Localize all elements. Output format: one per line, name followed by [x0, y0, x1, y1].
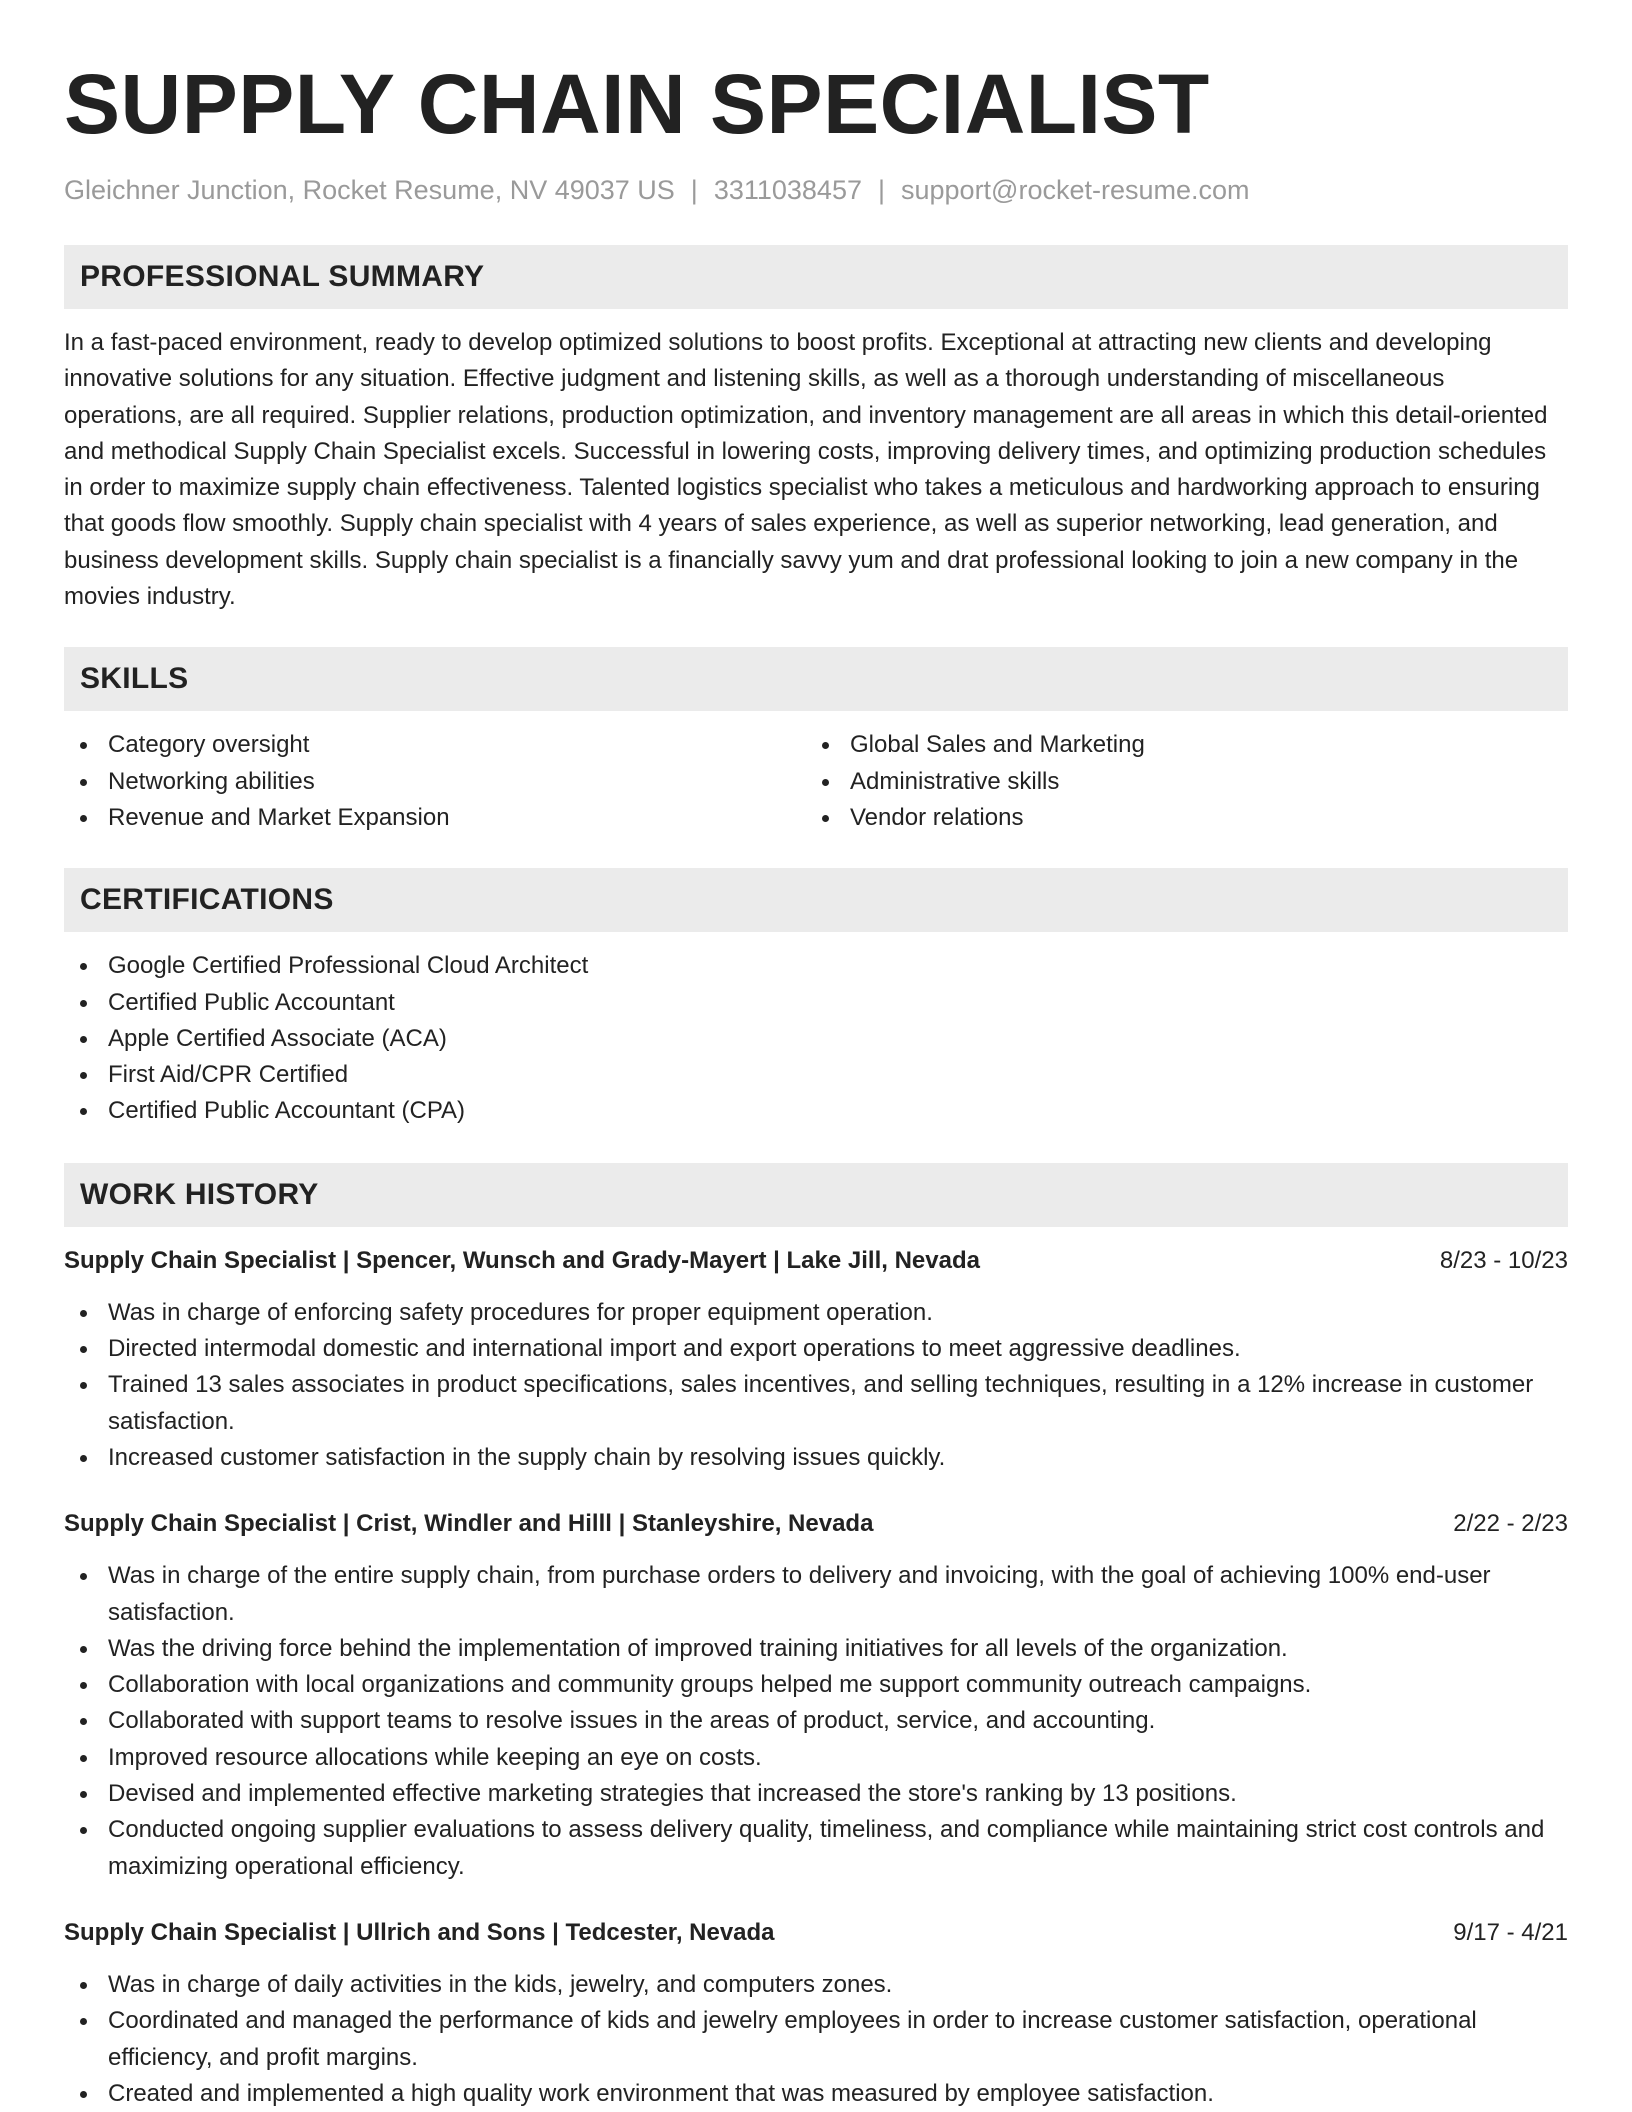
contact-address: Gleichner Junction, Rocket Resume, NV 49037 US: [64, 175, 675, 205]
job-bullet: Was in charge of the entire supply chain, from purchase orders to delivery and invoicing, with the goal of achieving 100% end-user satisfaction.: [64, 1558, 1568, 1631]
skills-list-right: [806, 727, 1548, 836]
job-bullets: [64, 1295, 1568, 1476]
job-bullet: Directed intermodal domestic and international import and export operations to meet aggressive deadlines.: [64, 1331, 1568, 1367]
contact-email[interactable]: support@rocket-resume.com: [901, 175, 1250, 205]
job-bullet: Conducted ongoing supplier evaluations to assess delivery quality, timeliness, and compliance while maintaining strict cost controls and maximizing operational efficiency.: [64, 1812, 1568, 1885]
skills-section: [64, 647, 1568, 836]
skills-heading: SKILLS: [64, 647, 1568, 711]
candidate-title: SUPPLY CHAIN SPECIALIST: [64, 57, 1210, 151]
job-header: [64, 1915, 1568, 1951]
job-entry: [64, 1915, 1568, 2112]
job-bullet: Was the driving force behind the implementation of improved training initiatives for all levels of the organization.: [64, 1631, 1568, 1667]
certifications-heading: CERTIFICATIONS: [64, 868, 1568, 932]
job-header: [64, 1506, 1568, 1542]
job-dates: 9/17 - 4/21: [1453, 1918, 1568, 1946]
certification-item: Certified Public Accountant (CPA): [64, 1093, 1568, 1129]
certification-item: Apple Certified Associate (ACA): [64, 1021, 1568, 1057]
skill-item: Global Sales and Marketing: [806, 727, 1548, 763]
skills-list-left: [64, 727, 806, 836]
skill-item: Category oversight: [64, 727, 806, 763]
contact-phone: 3311038457: [713, 175, 862, 205]
skills-grid: [64, 727, 1568, 836]
certification-item: Google Certified Professional Cloud Architect: [64, 948, 1568, 984]
certifications-section: [64, 868, 1568, 1129]
job-bullet: Was in charge of daily activities in the kids, jewelry, and computers zones.: [64, 1967, 1568, 2003]
job-bullet: Increased customer satisfaction in the supply chain by resolving issues quickly.: [64, 1440, 1568, 1476]
job-bullet: Collaborated with support teams to resolve issues in the areas of product, service, and accounting.: [64, 1703, 1568, 1739]
job-bullet: Trained 13 sales associates in product specifications, sales incentives, and selling techniques, resulting in a 12% increase in customer satisfaction.: [64, 1367, 1568, 1440]
job-bullet: Devised and implemented effective marketing strategies that increased the store's ranking by 13 positions.: [64, 1776, 1568, 1812]
skill-item: Networking abilities: [64, 764, 806, 800]
job-heading: Supply Chain Specialist | Crist, Windler and Hilll | Stanleyshire, Nevada: [64, 1510, 874, 1538]
job-entry: [64, 1243, 1568, 1476]
job-heading: Supply Chain Specialist | Ullrich and Sons | Tedcester, Nevada: [64, 1918, 775, 1946]
work-history-section: [64, 1163, 1568, 2112]
job-bullet: Created and implemented a high quality work environment that was measured by employee satisfaction.: [64, 2076, 1568, 2112]
job-entry: [64, 1506, 1568, 1885]
certification-item: First Aid/CPR Certified: [64, 1057, 1568, 1093]
summary-section: [64, 245, 1568, 615]
job-bullet: Improved resource allocations while keeping an eye on costs.: [64, 1740, 1568, 1776]
job-heading: Supply Chain Specialist | Spencer, Wunsch and Grady-Mayert | Lake Jill, Nevada: [64, 1246, 980, 1274]
contact-separator: |: [877, 175, 885, 205]
resume-page: [64, 56, 1568, 2112]
contact-line: [64, 172, 1568, 208]
job-header: [64, 1243, 1568, 1279]
skill-item: Administrative skills: [806, 764, 1548, 800]
job-bullets: [64, 1558, 1568, 1885]
certification-item: Certified Public Accountant: [64, 985, 1568, 1021]
job-bullet: Coordinated and managed the performance of kids and jewelry employees in order to increase customer satisfaction, operational efficiency, and profit margins.: [64, 2003, 1568, 2076]
job-bullets: [64, 1967, 1568, 2112]
skill-item: Revenue and Market Expansion: [64, 800, 806, 836]
certifications-list: [64, 948, 1568, 1129]
skill-item: Vendor relations: [806, 800, 1548, 836]
job-bullet: Collaboration with local organizations and community groups helped me support community outreach campaigns.: [64, 1667, 1568, 1703]
job-bullet: Was in charge of enforcing safety procedures for proper equipment operation.: [64, 1295, 1568, 1331]
summary-text: In a fast-paced environment, ready to develop optimized solutions to boost profits. Exceptional at attracting new clients and developing innovative solutions for any situation. Effective judgment and listening skills, as well as a thorough understanding of miscellaneous operations, are all required. Supplier relations, production optimization, and inventory management are all areas in which this detail-oriented and methodical Supply Chain Specialist excels. Successful in lowering costs, improving delivery times, and optimizing production schedules in order to maximize supply chain effectiveness. Talented logistics specialist who takes a meticulous and hardworking approach to ensuring that goods flow smoothly. Supply chain specialist with 4 years of sales experience, as well as superior networking, lead generation, and business development skills. Supply chain specialist is a financially savvy yum and drat professional looking to join a new company in the movies industry.: [64, 329, 1548, 611]
contact-separator: |: [690, 175, 698, 205]
job-dates: 2/22 - 2/23: [1453, 1510, 1568, 1538]
summary-heading: PROFESSIONAL SUMMARY: [64, 245, 1568, 309]
job-dates: 8/23 - 10/23: [1439, 1246, 1568, 1274]
work-history-heading: WORK HISTORY: [64, 1163, 1568, 1227]
